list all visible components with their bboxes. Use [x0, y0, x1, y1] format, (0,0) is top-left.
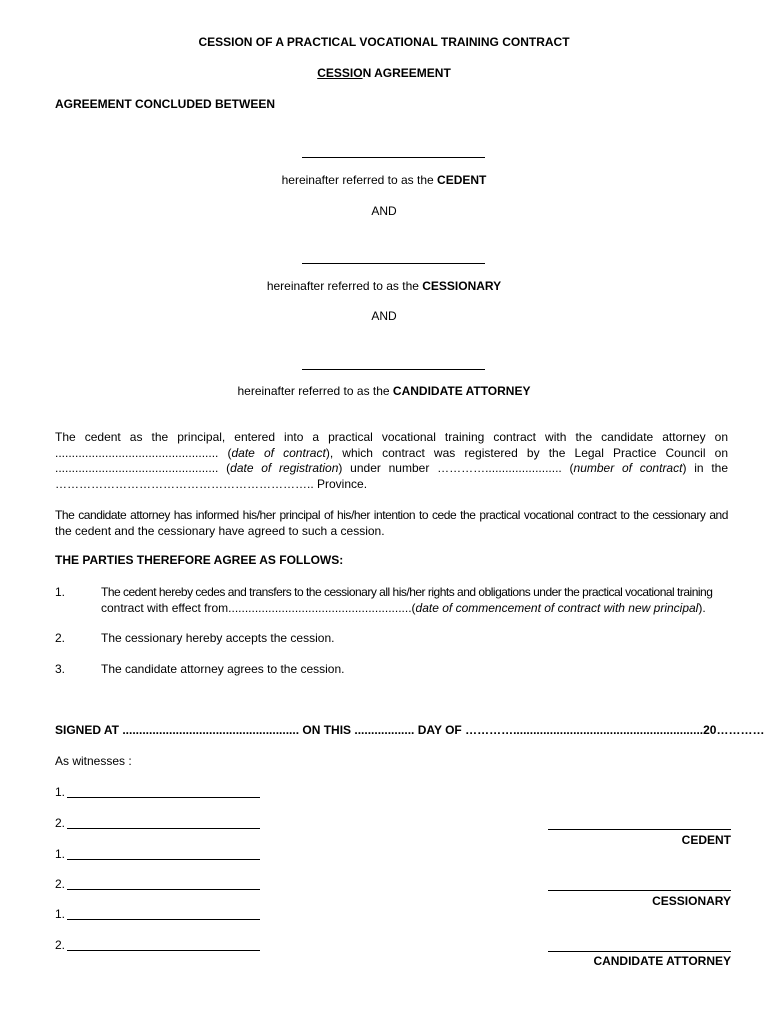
paragraph-contract-details	[55, 430, 728, 492]
witness-number: 2.	[55, 938, 66, 952]
signed-at-line[interactable]: SIGNED AT ..................................................... ON THIS .................. DAY OF ………….........................................................20…………	[55, 723, 765, 737]
subtitle-underlined: CESSIO	[317, 66, 363, 80]
witness-signature-line[interactable]	[67, 919, 260, 920]
clause-line	[101, 601, 728, 617]
cedent-reference	[0, 173, 768, 187]
contract-number-blank[interactable]: ) under number …………....................... (	[338, 461, 574, 476]
document-title: CESSION OF A PRACTICAL VOCATIONAL TRAINING CONTRACT	[198, 35, 570, 49]
commencement-date-label: date of commencement of contract with new principal	[415, 600, 699, 615]
paragraph-line: The candidate attorney has informed his/her principal of his/her intention to cede the practical vocational contract to the cessionary and	[55, 508, 728, 522]
date-of-registration-label: date of registration	[230, 461, 339, 476]
witness-signature-line[interactable]	[67, 950, 260, 951]
witness-signature-line[interactable]	[67, 859, 260, 860]
referred-prefix: hereinafter referred to as the	[237, 384, 393, 398]
concluded-between-heading: AGREEMENT CONCLUDED BETWEEN	[55, 97, 276, 111]
date-of-contract-blank[interactable]: ................................................. (	[55, 445, 232, 460]
clause-1	[101, 585, 728, 616]
paragraph-line: The cedent as the principal, entered into a practical vocational training contract with the candidate attorney on	[55, 430, 728, 444]
referred-prefix: hereinafter referred to as the	[266, 279, 423, 293]
clause-2: The cessionary hereby accepts the cession.	[101, 631, 335, 645]
contract-number-label: number of contract	[573, 461, 683, 476]
cessionary-signature-label: CESSIONARY	[652, 894, 731, 908]
agree-heading: THE PARTIES THEREFORE AGREE AS FOLLOWS:	[55, 553, 344, 567]
clause-number: 3.	[55, 662, 66, 676]
candidate-reference	[0, 384, 768, 398]
candidate-role: CANDIDATE ATTORNEY	[392, 384, 531, 398]
cessionary-signature-line[interactable]	[548, 890, 731, 891]
clause-3: The candidate attorney agrees to the cession.	[101, 662, 345, 676]
province-blank[interactable]: ……………………………………………………….. Province.	[55, 476, 368, 491]
registration-text: ), which contract was registered by the Legal Practice Council on	[325, 445, 729, 460]
commencement-date-blank[interactable]: contract with effect from.......................................................(	[101, 600, 416, 615]
referred-prefix: hereinafter referred to as the	[281, 173, 438, 187]
cedent-role: CEDENT	[437, 173, 487, 187]
subtitle-rest: N AGREEMENT	[362, 66, 451, 80]
paragraph-line	[55, 461, 728, 477]
witness-number: 1.	[55, 847, 66, 861]
cessionary-role: CESSIONARY	[422, 279, 502, 293]
clause-number: 2.	[55, 631, 66, 645]
date-of-contract-label: date of contract	[231, 445, 326, 460]
witness-number: 2.	[55, 816, 66, 830]
witness-number: 1.	[55, 785, 66, 799]
clause-closing: ).	[698, 600, 706, 615]
witness-number: 2.	[55, 877, 66, 891]
witness-number: 1.	[55, 907, 66, 921]
cedent-signature-line[interactable]	[548, 829, 731, 830]
witness-signature-line[interactable]	[67, 828, 260, 829]
and-separator: AND	[371, 204, 397, 218]
cessionary-reference	[0, 279, 768, 293]
in-the-text: ) in the	[682, 461, 729, 476]
candidate-signature-label: CANDIDATE ATTORNEY	[593, 954, 731, 968]
paragraph-line	[55, 446, 728, 462]
and-separator: AND	[371, 309, 397, 323]
clause-line: The cedent hereby cedes and transfers to the cessionary all his/her rights and obligations under the practical vocational training	[101, 585, 713, 599]
witness-signature-line[interactable]	[67, 889, 260, 890]
clause-number: 1.	[55, 585, 66, 599]
witness-signature-line[interactable]	[67, 797, 260, 798]
cessionary-name-line[interactable]	[302, 263, 485, 264]
document-subtitle	[0, 66, 768, 80]
cedent-name-line[interactable]	[302, 157, 485, 158]
date-of-registration-blank[interactable]: ................................................. (	[55, 461, 231, 476]
candidate-name-line[interactable]	[302, 369, 485, 370]
candidate-signature-line[interactable]	[548, 951, 731, 952]
paragraph-intention	[55, 508, 728, 539]
cedent-signature-label: CEDENT	[681, 833, 731, 847]
witnesses-label: As witnesses :	[55, 754, 132, 768]
paragraph-line: the cedent and the cessionary have agreed to such a cession.	[55, 523, 385, 538]
